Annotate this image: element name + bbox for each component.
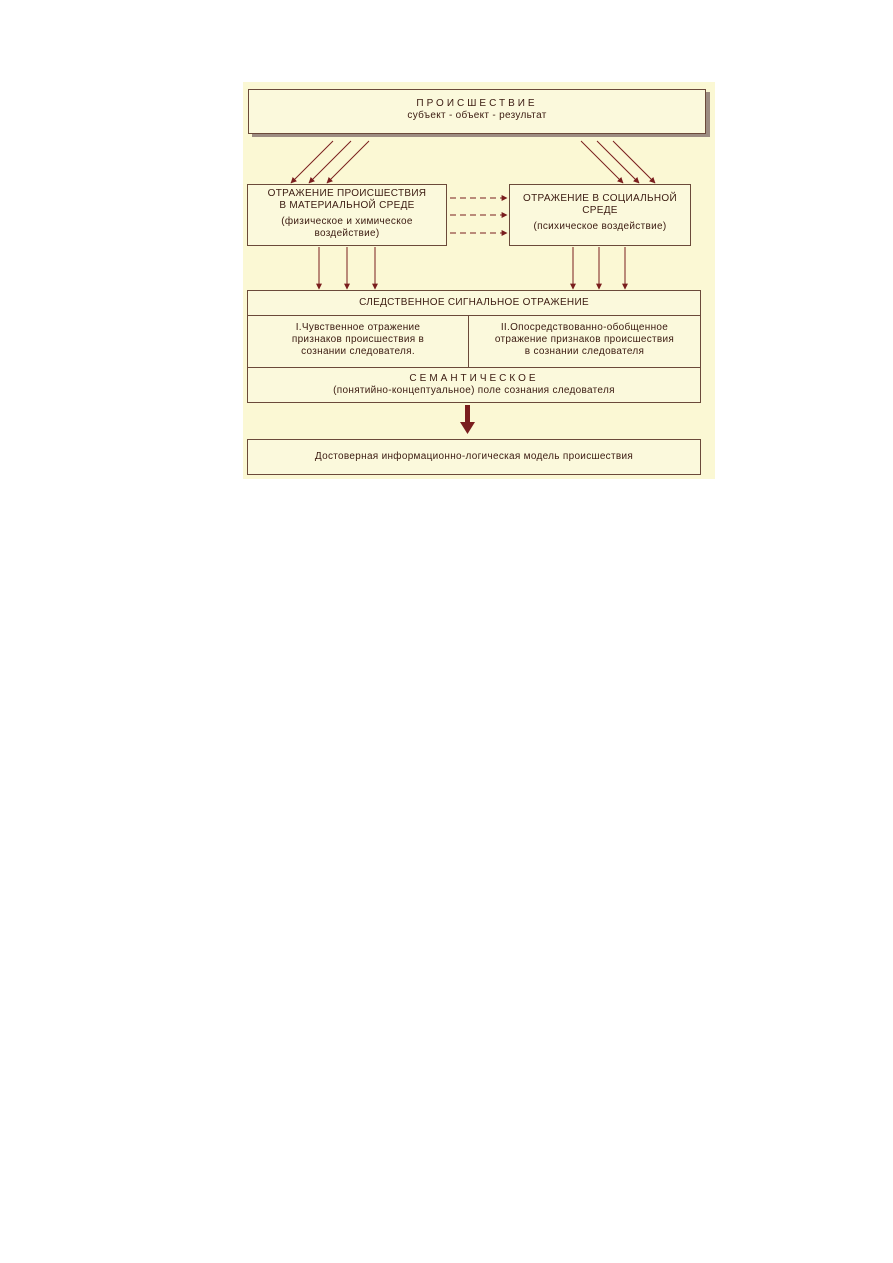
arrow-incident-to-material-3 [327,141,369,183]
semantic-title: СЕМАНТИЧЕСКОЕ [409,373,539,384]
arrow-incident-to-material-2 [309,141,351,183]
social-reflection-line-2: СРЕДЕ [582,205,618,216]
social-reflection-line-3: (психическое воздействие) [533,221,667,232]
social-reflection-line-1: ОТРАЖЕНИЕ В СОЦИАЛЬНОЙ [523,193,677,204]
arrow-incident-to-social-3 [613,141,655,183]
incident-subtitle: субъект - объект - результат [407,110,547,121]
mediated-reflection-line-2: отражение признаков происшествия [494,334,675,345]
arrow-incident-to-social-2 [597,141,639,183]
incident-reflection-diagram [243,82,715,479]
sensory-reflection-line-2: признаков происшествия в [291,334,425,345]
mediated-reflection-line-3: в сознании следователя [524,346,645,357]
investigative-reflection-title: СЛЕДСТВЕННОЕ СИГНАЛЬНОЕ ОТРАЖЕНИЕ [248,291,700,316]
material-reflection-line-3: (физическое и химическое [281,216,413,227]
arrow-incident-to-social-1 [581,141,623,183]
connector-arrows [243,82,715,479]
material-reflection-line-4: воздействие) [314,228,380,239]
incident-title: ПРОИСШЕСТВИЕ [416,98,538,109]
sensory-reflection-line-3: сознании следователя. [301,346,415,357]
material-reflection-line-2: В МАТЕРИАЛЬНОЙ СРЕДЕ [279,200,415,211]
material-reflection-line-1: ОТРАЖЕНИЕ ПРОИСШЕСТВИЯ [267,188,427,199]
arrow-semantic-to-model [460,405,475,434]
arrow-incident-to-material-1 [291,141,333,183]
sensory-reflection-line-1: I.Чувственное отражение [295,322,421,333]
mediated-reflection-line-1: II.Опосредствованно-обобщенное [500,322,669,333]
semantic-subtitle: (понятийно-концептуальное) поле сознания следователя [333,385,615,396]
information-model-label: Достоверная информационно-логическая модель происшествия [314,451,634,462]
